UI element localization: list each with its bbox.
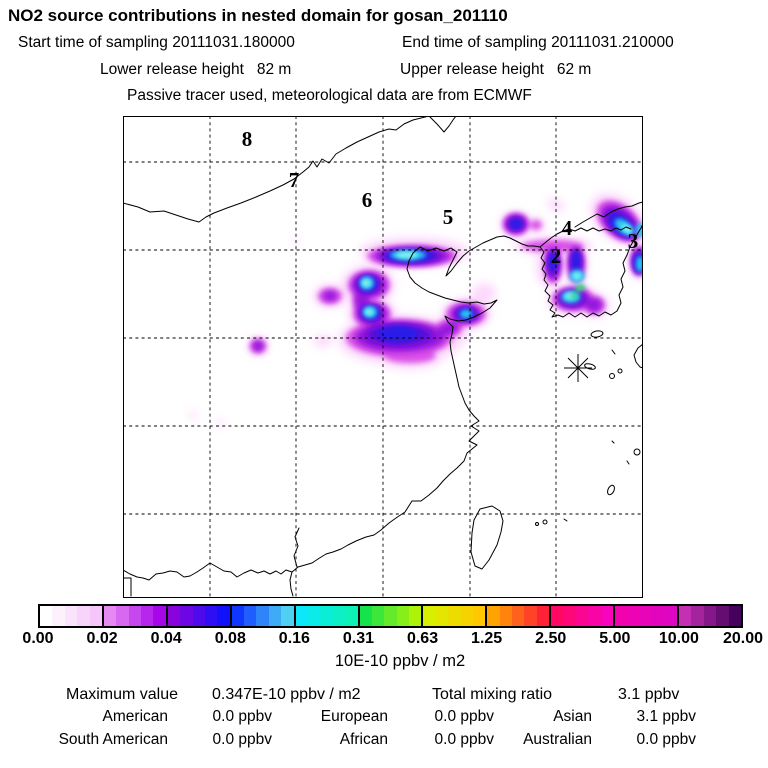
contribution-value: 0.0 ppbv	[212, 731, 272, 748]
colorbar-step	[269, 606, 281, 626]
upper-release-value: 62 m	[556, 61, 592, 78]
colorbar-tick-label: 10.00	[658, 630, 699, 647]
colorbar-step	[65, 606, 77, 626]
colorbar-step	[52, 606, 64, 626]
page-title: NO2 source contributions in nested domain for gosan_201110	[8, 6, 508, 25]
island-dot	[610, 374, 615, 379]
colorbar-step	[652, 606, 664, 626]
colorbar-segment	[423, 606, 487, 626]
colorbar-tick-label: 20.00	[722, 630, 764, 647]
colorbar-step	[244, 606, 256, 626]
colorbar-step	[384, 606, 396, 626]
colorbar-segment	[232, 606, 296, 626]
colorbar-step	[500, 606, 512, 626]
colorbar-step	[40, 606, 52, 626]
plume-blob	[365, 309, 374, 316]
colorbar-step	[333, 606, 345, 626]
colorbar-step	[129, 606, 141, 626]
upper-release-line	[400, 61, 591, 79]
summary-stats-line	[0, 686, 768, 706]
colorbar-step	[448, 606, 460, 626]
contribution-region: American	[102, 708, 168, 725]
island-dot	[543, 520, 547, 524]
colorbar-step	[141, 606, 153, 626]
colorbar-step	[308, 606, 320, 626]
plume-blob	[572, 251, 580, 271]
tracer-note: Passive tracer used, meteorological data are from ECMWF	[127, 87, 532, 104]
trajectory-label-3: 3	[627, 229, 639, 253]
colorbar-step	[116, 606, 128, 626]
lower-release-value: 82 m	[256, 61, 292, 78]
colorbar-step	[397, 606, 409, 626]
max-value-label: Maximum value	[66, 686, 179, 703]
colorbar-tick-label: 0.02	[86, 630, 118, 647]
start-time-label: Start time of sampling	[18, 34, 168, 51]
trajectory-label-7: 7	[288, 168, 300, 192]
colorbar-unit-label: 10E-10 ppbv / m2	[334, 652, 466, 670]
trajectory-label-6: 6	[361, 188, 373, 212]
colorbar-step	[729, 606, 741, 626]
plume-blob	[253, 341, 264, 352]
colorbar-step	[320, 606, 332, 626]
island-tick	[612, 441, 614, 443]
island-taiwan	[471, 506, 503, 569]
colorbar-segment	[296, 606, 360, 626]
colorbar-step	[461, 606, 473, 626]
island-ryukyu	[606, 484, 616, 496]
end-time-line	[402, 34, 674, 52]
colorbar-step	[576, 606, 588, 626]
colorbar-step	[615, 606, 627, 626]
start-time-line	[18, 34, 295, 52]
coastline-leizhou-stub	[290, 572, 293, 596]
colorbar-step	[193, 606, 205, 626]
colorbar-segment	[615, 606, 679, 626]
contribution-value: 0.0 ppbv	[434, 731, 494, 748]
colorbar-tick-label: 0.00	[22, 630, 54, 647]
contribution-value: 3.1 ppbv	[636, 708, 696, 725]
plume-blob	[215, 420, 225, 426]
colorbar-step	[153, 606, 165, 626]
colorbar-segment	[168, 606, 232, 626]
colorbar-step	[372, 606, 384, 626]
trajectory-label-5: 5	[442, 205, 454, 229]
colorbar-step	[487, 606, 499, 626]
colorbar-ticks	[0, 630, 768, 650]
colorbar-step	[628, 606, 640, 626]
plume-blob	[530, 220, 542, 230]
colorbar-step	[168, 606, 180, 626]
plume-blob	[323, 291, 337, 301]
upper-release-label: Upper release height	[400, 61, 544, 78]
plume-blob	[362, 279, 371, 287]
colorbar-step	[704, 606, 716, 626]
colorbar-step	[691, 606, 703, 626]
colorbar-step	[551, 606, 563, 626]
total-ratio-value: 3.1 ppbv	[618, 686, 680, 703]
border-corner-step	[123, 578, 131, 596]
end-time-label: End time of sampling	[402, 34, 547, 51]
total-ratio-label: Total mixing ratio	[432, 686, 553, 703]
lower-release-line	[100, 61, 291, 79]
colorbar-tick-label: 0.04	[150, 630, 182, 647]
continent-contributions-table	[16, 708, 696, 754]
plume-blob	[472, 283, 496, 303]
colorbar-step	[232, 606, 244, 626]
trajectory-label-4: 4	[561, 216, 573, 240]
plume-blob	[571, 294, 578, 299]
colorbar-step	[473, 606, 485, 626]
map-canvas	[123, 116, 643, 598]
island-jeju	[591, 330, 604, 338]
island-dot	[634, 449, 640, 455]
plume-blob	[188, 412, 198, 418]
lower-release-label: Lower release height	[100, 61, 244, 78]
contribution-region: Asian	[553, 708, 592, 725]
colorbar-step	[679, 606, 691, 626]
contribution-region: European	[320, 708, 388, 725]
colorbar-step	[588, 606, 600, 626]
island-dot	[536, 523, 539, 526]
contribution-value: 0.0 ppbv	[636, 731, 696, 748]
colorbar-step	[217, 606, 229, 626]
contribution-region: African	[339, 731, 388, 748]
colorbar-segment	[40, 606, 104, 626]
trajectory-label-2: 2	[550, 244, 562, 268]
concentration-plume	[188, 182, 643, 426]
max-value: 0.347E-10 ppbv / m2	[212, 686, 361, 703]
contribution-region: South American	[58, 731, 168, 748]
colorbar-tick-label: 1.25	[471, 630, 503, 647]
end-time-value: 20111031.210000	[551, 34, 674, 51]
island-dot	[618, 369, 622, 373]
contribution-region: Australian	[523, 731, 592, 748]
contribution-value: 0.0 ppbv	[212, 708, 272, 725]
colorbar-step	[90, 606, 102, 626]
coastline-north-border	[123, 116, 429, 222]
colorbar-step	[256, 606, 268, 626]
colorbar	[38, 604, 743, 628]
trajectory-label-8: 8	[241, 127, 253, 151]
island-tick	[627, 461, 629, 464]
colorbar-tick-label: 0.16	[278, 630, 310, 647]
plume-blob	[396, 252, 418, 259]
colorbar-step	[537, 606, 549, 626]
coastline-china-south	[123, 563, 298, 580]
colorbar-step	[296, 606, 308, 626]
colorbar-step	[601, 606, 613, 626]
start-time-value: 20111031.180000	[172, 34, 295, 51]
colorbar-step	[345, 606, 357, 626]
plume-blob	[573, 273, 582, 280]
colorbar-step	[716, 606, 728, 626]
island-tick	[564, 519, 567, 521]
colorbar-step	[512, 606, 524, 626]
plume-blob	[313, 335, 333, 347]
colorbar-step	[524, 606, 536, 626]
colorbar-step	[423, 606, 435, 626]
gosan-station-marker	[564, 354, 596, 382]
colorbar-segment	[679, 606, 741, 626]
contribution-value: 0.0 ppbv	[434, 708, 494, 725]
island-tick	[612, 350, 615, 354]
colorbar-segment	[104, 606, 168, 626]
colorbar-step	[409, 606, 421, 626]
colorbar-tick-label: 0.63	[406, 630, 439, 647]
coastline-border-stub	[429, 116, 456, 132]
colorbar-segment	[360, 606, 424, 626]
colorbar-step	[104, 606, 116, 626]
colorbar-segment	[551, 606, 615, 626]
border-vietnam	[294, 528, 299, 567]
colorbar-step	[436, 606, 448, 626]
coastline-kyushu-edge	[634, 344, 643, 368]
colorbar-step	[281, 606, 293, 626]
colorbar-step	[180, 606, 192, 626]
plume-blob	[510, 219, 522, 229]
colorbar-step	[205, 606, 217, 626]
colorbar-tick-label: 0.31	[342, 630, 375, 647]
colorbar-step	[665, 606, 677, 626]
plume-blob	[586, 298, 602, 312]
colorbar-step	[77, 606, 89, 626]
colorbar-step	[564, 606, 576, 626]
colorbar-tick-label: 2.50	[535, 630, 567, 647]
colorbar-tick-label: 0.08	[214, 630, 246, 647]
colorbar-tick-label: 5.00	[599, 630, 631, 647]
colorbar-segment	[487, 606, 551, 626]
colorbar-step	[640, 606, 652, 626]
colorbar-step	[360, 606, 372, 626]
